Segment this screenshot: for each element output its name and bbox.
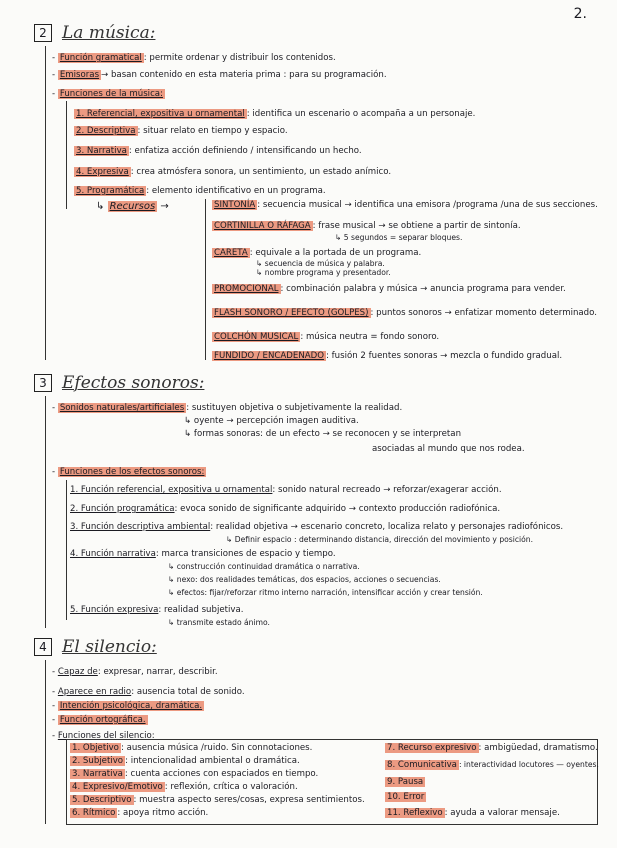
note-line: - Aparece en radio: ausencia total de sonido.	[52, 687, 245, 697]
note-line: ↳ secuencia de música y palabra.	[256, 259, 385, 268]
note-line: ↳ 5 segundos = separar bloques.	[335, 233, 463, 242]
note-line: 9. Pausa	[387, 777, 424, 787]
note-line: 5. Descriptivo : muestra aspecto seres/cosas, expresa sentimientos.	[72, 795, 365, 805]
note-line: 1. Función referencial, expositiva u ornamental: sonido natural recreado → reforzar/exagerar acción.	[70, 485, 502, 495]
note-line: - Emisoras → basan contenido en esta materia prima : para su programación.	[52, 70, 387, 80]
sub-bracket	[205, 199, 206, 360]
note-line: 4. Expresiva : crea atmósfera sonora, un sentimiento, un estado anímico.	[76, 167, 392, 177]
section-title: Efectos sonoros:	[62, 373, 205, 393]
note-line: 1. Objetivo : ausencia música /ruido. Sin connotaciones.	[72, 743, 313, 753]
section-silencio	[34, 636, 157, 658]
note-line: 2. Subjetivo : intencionalidad ambiental o dramática.	[72, 756, 300, 766]
note-line: 11. Reflexivo : ayuda a valorar mensaje.	[387, 808, 560, 818]
note-line: COLCHÓN MUSICAL : música neutra = fondo sonoro.	[214, 332, 440, 342]
sub-bracket	[66, 101, 67, 209]
note-line: asociadas al mundo que nos rodea.	[372, 444, 525, 454]
note-line: - Función ortográfica.	[52, 715, 146, 725]
section-number: 3	[34, 374, 52, 392]
note-line: ↳ nexo: dos realidades temáticas, dos espacios, acciones o secuencias.	[168, 575, 441, 584]
note-line: ↳ nombre programa y presentador.	[256, 268, 391, 277]
note-line: ↳ efectos: fijar/reforzar ritmo interno narración, intensificar acción y crear tensión.	[168, 588, 483, 597]
note-line: SINTONÍA : secuencia musical → identifica una emisora /programa /una de sus secciones.	[214, 200, 598, 210]
note-line: 5. Programática : elemento identificativo en un programa.	[76, 186, 326, 196]
note-line: 6. Rítmico : apoya ritmo acción.	[72, 808, 209, 818]
note-line: - Capaz de: expresar, narrar, describir.	[52, 667, 218, 677]
note-line: ↳ construcción continuidad dramática o narrativa.	[168, 562, 360, 571]
note-line: 3. Narrativa : cuenta acciones con espaciados en tiempo.	[72, 769, 319, 779]
section-bracket	[45, 46, 46, 360]
note-line: 3. Narrativa : enfatiza acción definiendo / intensificando un hecho.	[76, 146, 362, 156]
note-line: 4. Función narrativa: marca transiciones de espacio y tiempo.	[70, 549, 336, 559]
note-line: 1. Referencial, expositiva u ornamental : identifica un escenario o acompaña a un personaje.	[76, 109, 476, 119]
section-number: 2	[34, 24, 52, 42]
note-line: 10. Error	[387, 792, 425, 802]
note-line: ↳ Definir espacio : determinando distancia, dirección del movimiento y posición.	[226, 535, 534, 544]
note-line: - Intención psicológica, dramática.	[52, 701, 203, 711]
note-line: FLASH SONORO / EFECTO (GOLPES) : puntos sonoros → enfatizar momento determinado.	[214, 308, 597, 318]
note-line: - Funciones de los efectos sonoros:	[52, 467, 205, 477]
note-line: - Función gramatical : permite ordenar y distribuir los contenidos.	[52, 53, 336, 63]
section-number: 4	[34, 638, 52, 656]
note-line: ↳ oyente → percepción imagen auditiva.	[184, 416, 359, 426]
note-line: ↳ formas sonoras: de un efecto → se reconocen y se interpretan	[184, 429, 462, 439]
note-line: FUNDIDO / ENCADENADO : fusión 2 fuentes sonoras → mezcla o fundido gradual.	[214, 351, 563, 361]
section-title: La música:	[62, 23, 156, 43]
page-number: 2.	[573, 6, 587, 22]
section-efectos	[34, 372, 204, 394]
note-line: ↳ Recursos →	[96, 201, 169, 212]
note-line: - Funciones del silencio:	[52, 731, 155, 741]
note-line: 2. Función programática: evoca sonido de significante adquirido → contexto producción radiofónica.	[70, 504, 501, 514]
section-bracket	[45, 660, 46, 824]
note-line: 2. Descriptiva : situar relato en tiempo y espacio.	[76, 126, 288, 136]
note-line: 3. Función descriptiva ambiental: realidad objetiva → escenario concreto, localiza relato y personajes radiofónicos.	[70, 522, 564, 532]
note-line: 5. Función expresiva: realidad subjetiva.	[70, 605, 244, 615]
note-line: ↳ transmite estado ánimo.	[168, 618, 270, 627]
note-line: PROMOCIONAL : combinación palabra y música → anuncia programa para vender.	[214, 284, 566, 294]
note-line: - Funciones de la música:	[52, 89, 163, 99]
note-line: 8. Comunicativa : interactividad locutores — oyentes.	[387, 760, 599, 770]
sub-bracket	[66, 480, 67, 620]
note-line: CARETA : equivale a la portada de un programa.	[214, 248, 422, 258]
section-bracket	[45, 396, 46, 628]
section-title: El silencio:	[62, 637, 157, 657]
note-line: - Sonidos naturales/artificiales : sustituyen objetiva o subjetivamente la realidad.	[52, 403, 403, 413]
note-line: 7. Recurso expresivo : ambigüedad, dramatismo.	[387, 743, 598, 753]
note-line: CORTINILLA O RÁFAGA : frase musical → se obtiene a partir de sintonía.	[214, 221, 521, 231]
note-line: 4. Expresivo/Emotivo : reflexión, crítica o valoración.	[72, 782, 298, 792]
section-musica	[34, 22, 155, 44]
